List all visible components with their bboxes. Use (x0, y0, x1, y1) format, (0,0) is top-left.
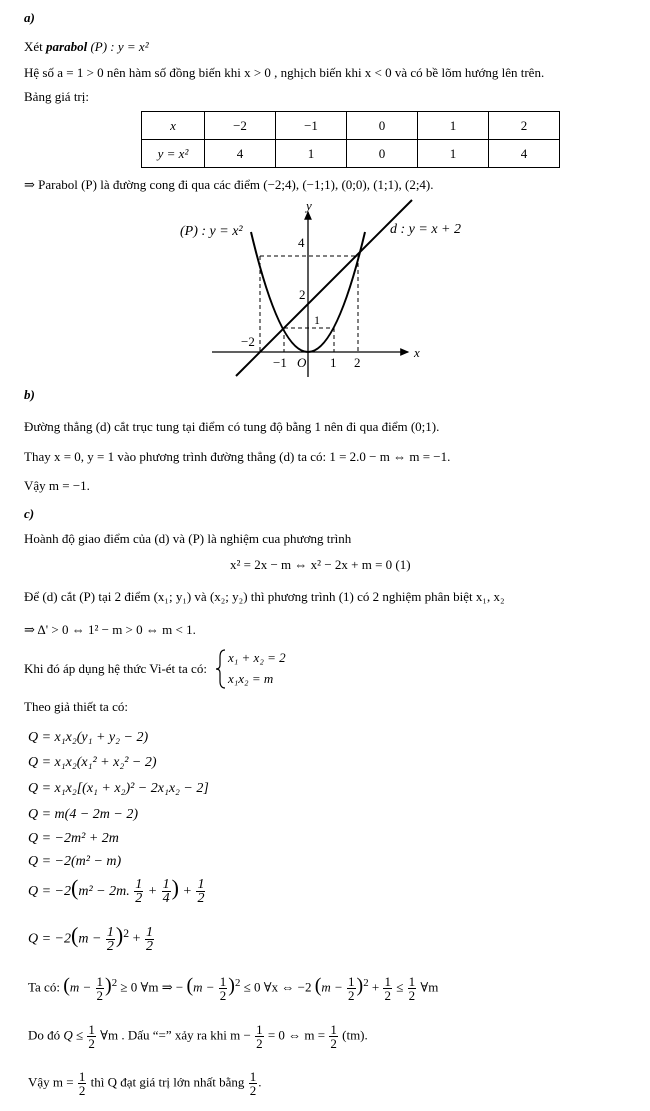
tick-x: 2 (354, 355, 361, 370)
q-step: Q = m(4 − 2m − 2) (28, 807, 138, 822)
part-b-label: b) (24, 387, 35, 402)
q-step-complete-square: Q = −2(m² − 2m. $\frac{1}{2}$ + $\frac{1}{4}$ ) + $\frac{1}{2}$ (28, 875, 205, 907)
fraction-half: $\frac{1}{2}$ (78, 1069, 86, 1098)
fraction-half: $\frac{1}{2}$ (408, 973, 416, 1003)
coefficient-line: Hệ số a = 1 > 0 nên hàm số đồng biến khi x > 0 , nghịch biến khi x < 0 và có bề lõm hướng lên trên. (24, 65, 545, 80)
part-a-label: a) (24, 10, 35, 25)
vieta-sum: x₁ + x₂ = 2 (228, 650, 286, 665)
value-table (141, 111, 560, 168)
fraction-half: $\frac{1}{2}$ (219, 973, 227, 1003)
doo-part-c: (tm). (342, 1027, 368, 1043)
tick-x: −1 (273, 355, 287, 370)
parabola-conclusion: ⇒ Parabol (P) là đường cong đi qua các điểm (−2;4), (−1;1), (0;0), (1;1), (2;4). (24, 177, 434, 192)
part-b-line1: Đường thẳng (d) cắt trục tung tại điểm có tung độ bằng 1 nên đi qua điểm (0;1). (24, 419, 440, 434)
q7-term: m² − 2m. (78, 884, 130, 899)
fraction-half: $\frac{1}{2}$ (88, 1022, 95, 1051)
doo-part-b: = 0 ⇔ m = (267, 1027, 326, 1043)
table-cell: 2 (489, 112, 560, 140)
table-title: Bảng giá trị: (24, 89, 89, 104)
taco-part-b: ≤ 0 ∀x ⇔ −2 (243, 979, 312, 995)
function-graph (170, 198, 470, 378)
line-d (236, 200, 412, 376)
fraction-half: $\frac{1}{2}$ (145, 924, 153, 954)
tick-y: 1 (314, 313, 320, 327)
origin-label: O (297, 355, 307, 370)
vay-prefix: Vậy m = (28, 1074, 74, 1090)
part-c-label: c) (24, 506, 35, 521)
tick-x: −2 (241, 334, 255, 349)
part-c-line1: Hoành độ giao điểm của (d) và (P) là nghiệm cua phương trình (24, 531, 352, 546)
fraction-half: $\frac{1}{2}$ (106, 924, 114, 954)
fraction-quarter: $\frac{1}{4}$ (162, 877, 170, 907)
q-step: Q = x₁x₂(x₁² + x₂² − 2) (28, 755, 157, 770)
tick-y: 2 (299, 287, 306, 302)
table-cell: −1 (276, 112, 347, 140)
doo-mid: Q ≤ (63, 1027, 84, 1043)
taco-part-a: ≥ 0 ∀m ⇒ − (120, 979, 184, 995)
vieta-product: x₁x₂ = m (228, 671, 274, 686)
axis-y-label: y (306, 198, 312, 213)
q7-plus: + (147, 884, 158, 899)
q8-prefix: Q = −2 (28, 931, 72, 947)
table-row (142, 112, 560, 140)
part-b-line2: Thay x = 0, y = 1 vào phương trình đường thẳng (d) ta có: 1 = 2.0 − m ⇔ m = −1. (24, 449, 451, 464)
taco-prefix: Ta có: (28, 979, 60, 995)
fraction-half: $\frac{1}{2}$ (197, 877, 205, 907)
vay-mid: thì Q đạt giá trị lớn nhất bằng (90, 1074, 245, 1090)
q8-term: m − (78, 931, 102, 947)
fraction-half: $\frac{1}{2}$ (348, 973, 355, 1003)
axis-x-label: x (414, 345, 420, 360)
q-step: Q = x₁x₂(y₁ + y₂ − 2) (28, 730, 149, 745)
taco-part-d: ∀m (420, 979, 439, 995)
q7-prefix: Q = −2 (28, 884, 72, 899)
doo-part-a: ∀m . Dấu “=” xảy ra khi m − (100, 1027, 251, 1043)
q-step: Q = −2m² + 2m (28, 831, 119, 846)
parabola-formula: (P) : y = x² (90, 39, 149, 54)
fraction-half: $\frac{1}{2}$ (330, 1022, 337, 1051)
q-step-final: Q = −2(m − $\frac{1}{2}$ )$^2$ + $\frac{1}{2}$ (28, 922, 153, 954)
fraction-half: $\frac{1}{2}$ (135, 877, 143, 907)
table-cell: 1 (418, 112, 489, 140)
intro-text: Xét (24, 39, 43, 54)
q7-plus2: + (182, 884, 192, 899)
table-cell: 0 (347, 140, 418, 168)
parabol-word: parabol (46, 39, 88, 54)
q-step: Q = −2(m² − m) (28, 854, 122, 869)
intersection-equation: x² = 2x − m ⇔ x² − 2x + m = 0 (1) (230, 557, 411, 572)
hypothesis-line: Theo giả thiết ta có: (24, 699, 128, 714)
inequality-line: Ta có: (m − $\frac{1}{2}$ )$^2$ ≥ 0 ∀m ⇒ − (m − $\frac{1}{2}$ )$^2$ ≤ 0 ∀x ⇔ −2 (m − $\frac{1}{2}$ )$^2$ + $\frac{1}{2}$ ≤ $\frac{1}{2}$ ∀m (28, 973, 439, 1003)
table-cell: −2 (205, 112, 276, 140)
tick-x: 1 (330, 355, 337, 370)
fraction-half: $\frac{1}{2}$ (96, 973, 104, 1003)
part-b-line3: Vậy m = −1. (24, 478, 90, 493)
fraction-half: $\frac{1}{2}$ (249, 1069, 257, 1098)
q-step: Q = x₁x₂[(x₁ + x₂)² − 2x₁x₂ − 2] (28, 781, 209, 796)
table-row (142, 140, 560, 168)
part-c-line2: Để (d) cắt (P) tại 2 điểm (x₁; y₁) và (x₂; y₂) thì phương trình (1) có 2 nghiệm phân biệt x₁, x₂ (24, 589, 505, 604)
parabola-label: (P) : y = x² (180, 224, 243, 239)
equality-condition (28, 1023, 368, 1050)
vieta-intro: Khi đó áp dụng hệ thức Vi-ét ta có: (24, 661, 207, 676)
delta-condition: ⇒ Δ' > 0 ⇔ 1² − m > 0 ⇔ m < 1. (24, 622, 196, 637)
system-brace (216, 649, 226, 689)
table-header-x: x (142, 112, 205, 140)
fraction-half: $\frac{1}{2}$ (384, 973, 391, 1003)
parabola-intro (24, 38, 149, 56)
fraction-half: $\frac{1}{2}$ (256, 1022, 263, 1051)
table-cell: 1 (276, 140, 347, 168)
table-cell: 4 (489, 140, 560, 168)
taco-part-c: ≤ (396, 979, 404, 995)
final-answer: Vậy m = $\frac{1}{2}$ thì Q đạt giá trị lớn nhất bằng $\frac{1}{2}$ . (28, 1069, 262, 1098)
table-cell: 4 (205, 140, 276, 168)
table-header-y: y = x² (142, 140, 205, 168)
tick-y: 4 (298, 235, 305, 250)
doo-prefix: Do đó (28, 1027, 61, 1043)
line-label: d : y = x + 2 (390, 222, 461, 237)
table-cell: 1 (418, 140, 489, 168)
table-cell: 0 (347, 112, 418, 140)
